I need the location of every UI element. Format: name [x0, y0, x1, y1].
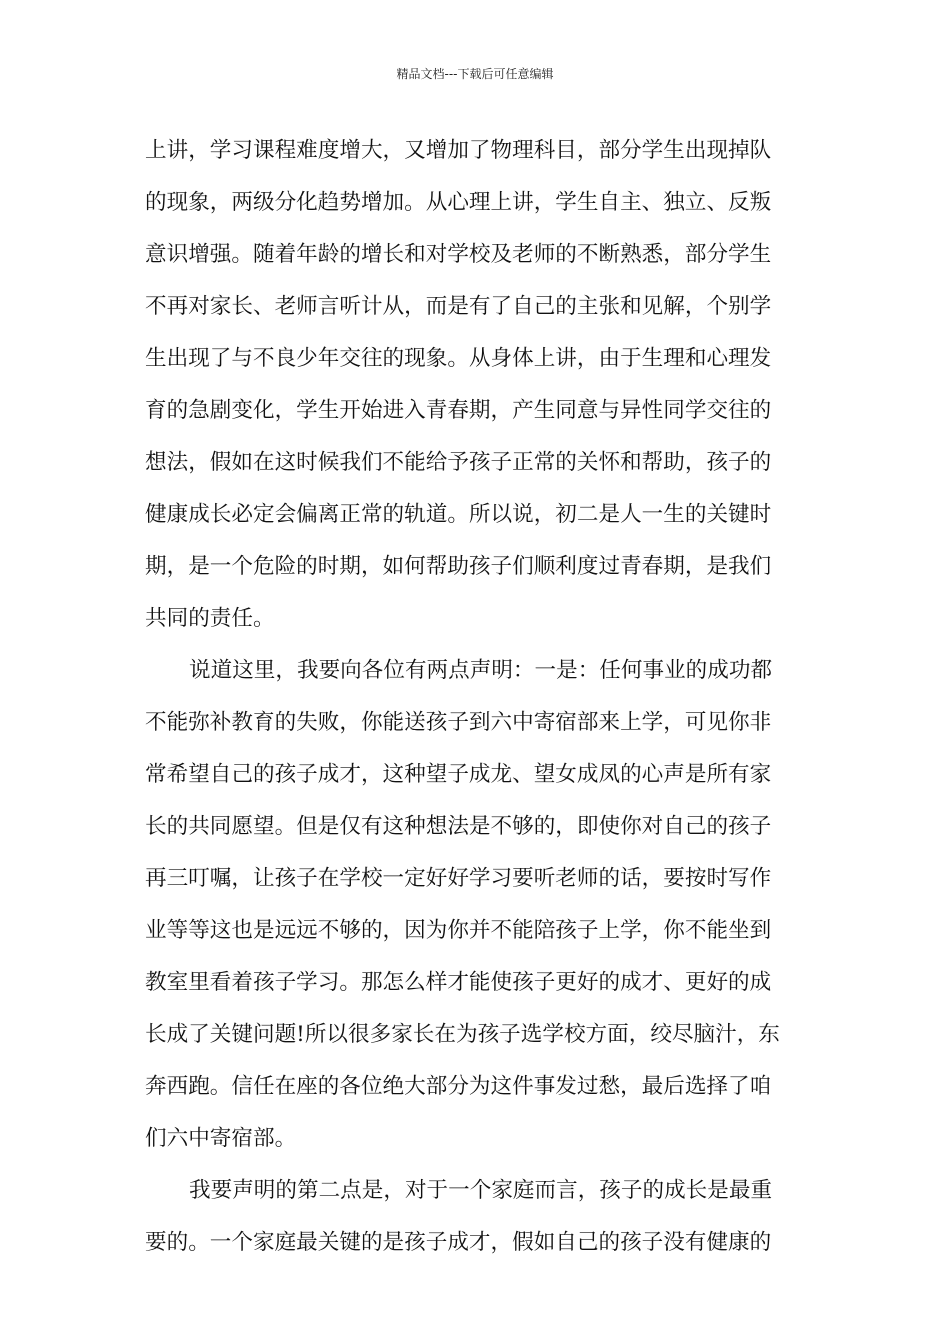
- text-line: 不能弥补教育的失败，你能送孩子到六中寄宿部来上学，可见你非: [145, 710, 772, 735]
- text-line: 健康成长必定会偏离正常的轨道。所以说，初二是人一生的关键时: [145, 502, 772, 527]
- text-line: 意识增强。随着年龄的增长和对学校及老师的不断熟悉，部分学生: [145, 242, 772, 267]
- text-line: 常希望自己的孩子成才，这种望子成龙、望女成凤的心声是所有家: [145, 762, 772, 787]
- text-line: 育的急剧变化，学生开始进入青春期，产生同意与异性同学交往的: [145, 398, 772, 423]
- text-line: 教室里看着孩子学习。那怎么样才能使孩子更好的成才、更好的成: [145, 970, 772, 995]
- text-line: 期，是一个危险的时期，如何帮助孩子们顺利度过青春期，是我们: [145, 554, 772, 579]
- text-line: 不再对家长、老师言听计从，而是有了自己的主张和见解，个别学: [145, 294, 772, 319]
- text-line: 再三叮嘱，让孩子在学校一定好好学习要听老师的话，要按时写作: [145, 866, 772, 891]
- text-line: 们六中寄宿部。: [145, 1126, 297, 1151]
- page-header: 精品文档---下载后可任意编辑: [396, 67, 554, 81]
- text-line: 说道这里，我要向各位有两点声明：一是：任何事业的成功都: [189, 658, 773, 683]
- text-line: 共同的责任。: [145, 606, 275, 631]
- text-line: 生出现了与不良少年交往的现象。从身体上讲，由于生理和心理发: [145, 346, 772, 371]
- text-line: 我要声明的第二点是，对于一个家庭而言，孩子的成长是最重: [189, 1178, 773, 1203]
- document-body: [145, 128, 815, 1272]
- text-line: 想法，假如在这时候我们不能给予孩子正常的关怀和帮助，孩子的: [145, 450, 772, 475]
- text-line: 长成了关键问题!所以很多家长在为孩子选学校方面，绞尽脑汁，东: [145, 1022, 780, 1047]
- text-line: 的现象，两级分化趋势增加。从心理上讲，学生自主、独立、反叛: [145, 190, 772, 215]
- text-line: 长的共同愿望。但是仅有这种想法是不够的，即使你对自己的孩子: [145, 814, 772, 839]
- text-line: 奔西跑。信任在座的各位绝大部分为这件事发过愁，最后选择了咱: [145, 1074, 772, 1099]
- text-line: 上讲，学习课程难度增大，又增加了物理科目，部分学生出现掉队: [145, 138, 772, 163]
- text-line: 要的。一个家庭最关键的是孩子成才，假如自己的孩子没有健康的: [145, 1230, 772, 1255]
- text-line: 业等等这也是远远不够的，因为你并不能陪孩子上学，你不能坐到: [145, 918, 772, 943]
